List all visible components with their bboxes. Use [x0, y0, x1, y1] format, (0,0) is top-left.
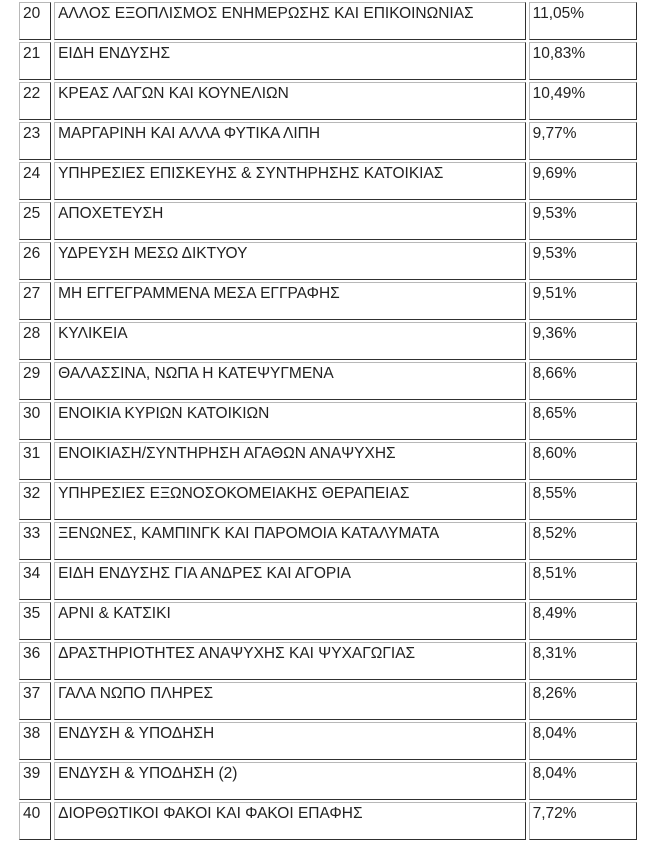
item-cell: ΕΝΔΥΣΗ & ΥΠΟΔΗΣΗ [54, 722, 526, 760]
table-row [19, 522, 637, 560]
item-cell: ΑΠΟΧΕΤΕΥΣΗ [54, 202, 526, 240]
ranking-table-body [19, 2, 637, 840]
rank-cell: 20 [19, 2, 51, 40]
item-cell: ΑΡΝΙ & ΚΑΤΣΙΚΙ [54, 602, 526, 640]
percent-cell: 8,04% [529, 762, 637, 800]
table-row [19, 202, 637, 240]
percent-cell: 9,51% [529, 282, 637, 320]
table-row [19, 442, 637, 480]
percent-cell: 11,05% [529, 2, 637, 40]
item-cell: ΕΙΔΗ ΕΝΔΥΣΗΣ [54, 42, 526, 80]
item-cell: ΑΛΛΟΣ ΕΞΟΠΛΙΣΜΟΣ ΕΝΗΜΕΡΩΣΗΣ ΚΑΙ ΕΠΙΚΟΙΝΩΝΙΑΣ [54, 2, 526, 40]
rank-cell: 34 [19, 562, 51, 600]
item-cell: ΞΕΝΩΝΕΣ, ΚΑΜΠΙΝΓΚ ΚΑΙ ΠΑΡΟΜΟΙΑ ΚΑΤΑΛΥΜΑΤΑ [54, 522, 526, 560]
item-cell: ΥΠΗΡΕΣΙΕΣ ΕΠΙΣΚΕΥΗΣ & ΣΥΝΤΗΡΗΣΗΣ ΚΑΤΟΙΚΙΑΣ [54, 162, 526, 200]
percent-cell: 8,26% [529, 682, 637, 720]
percent-cell: 10,83% [529, 42, 637, 80]
item-cell: ΕΙΔΗ ΕΝΔΥΣΗΣ ΓΙΑ ΑΝΔΡΕΣ ΚΑΙ ΑΓΟΡΙΑ [54, 562, 526, 600]
rank-cell: 38 [19, 722, 51, 760]
percent-cell: 9,53% [529, 202, 637, 240]
table-row [19, 602, 637, 640]
table-row [19, 282, 637, 320]
table-row [19, 242, 637, 280]
table-row [19, 82, 637, 120]
table-row [19, 402, 637, 440]
item-cell: ΕΝΔΥΣΗ & ΥΠΟΔΗΣΗ (2) [54, 762, 526, 800]
rank-cell: 35 [19, 602, 51, 640]
percent-cell: 8,31% [529, 642, 637, 680]
table-row [19, 642, 637, 680]
item-cell: ΜΑΡΓΑΡΙΝΗ ΚΑΙ ΑΛΛΑ ΦΥΤΙΚΑ ΛΙΠΗ [54, 122, 526, 160]
table-row [19, 562, 637, 600]
percent-cell: 8,65% [529, 402, 637, 440]
percent-cell: 9,36% [529, 322, 637, 360]
percent-cell: 7,72% [529, 802, 637, 840]
item-cell: ΥΔΡΕΥΣΗ ΜΕΣΩ ΔΙΚΤΥΟΥ [54, 242, 526, 280]
rank-cell: 24 [19, 162, 51, 200]
table-row [19, 682, 637, 720]
rank-cell: 39 [19, 762, 51, 800]
rank-cell: 32 [19, 482, 51, 520]
item-cell: ΔΡΑΣΤΗΡΙΟΤΗΤΕΣ ΑΝΑΨΥΧΗΣ ΚΑΙ ΨΥΧΑΓΩΓΙΑΣ [54, 642, 526, 680]
rank-cell: 31 [19, 442, 51, 480]
rank-cell: 30 [19, 402, 51, 440]
item-cell: ΚΥΛΙΚΕΙΑ [54, 322, 526, 360]
item-cell: ΔΙΟΡΘΩΤΙΚΟΙ ΦΑΚΟΙ ΚΑΙ ΦΑΚΟΙ ΕΠΑΦΗΣ [54, 802, 526, 840]
ranking-table [16, 0, 640, 842]
item-cell: ΓΑΛΑ ΝΩΠΟ ΠΛΗΡΕΣ [54, 682, 526, 720]
rank-cell: 21 [19, 42, 51, 80]
table-row [19, 42, 637, 80]
item-cell: ΘΑΛΑΣΣΙΝΑ, ΝΩΠΑ Η ΚΑΤΕΨΥΓΜΕΝΑ [54, 362, 526, 400]
item-cell: ΥΠΗΡΕΣΙΕΣ ΕΞΩΝΟΣΟΚΟΜΕΙΑΚΗΣ ΘΕΡΑΠΕΙΑΣ [54, 482, 526, 520]
table-row [19, 802, 637, 840]
rank-cell: 29 [19, 362, 51, 400]
table-row [19, 722, 637, 760]
percent-cell: 8,51% [529, 562, 637, 600]
rank-cell: 36 [19, 642, 51, 680]
rank-cell: 25 [19, 202, 51, 240]
rank-cell: 27 [19, 282, 51, 320]
table-row [19, 322, 637, 360]
rank-cell: 33 [19, 522, 51, 560]
rank-cell: 22 [19, 82, 51, 120]
percent-cell: 9,69% [529, 162, 637, 200]
percent-cell: 8,60% [529, 442, 637, 480]
percent-cell: 8,55% [529, 482, 637, 520]
table-row [19, 162, 637, 200]
table-row [19, 482, 637, 520]
item-cell: ΕΝΟΙΚΙΑΣΗ/ΣΥΝΤΗΡΗΣΗ ΑΓΑΘΩΝ ΑΝΑΨΥΧΗΣ [54, 442, 526, 480]
rank-cell: 26 [19, 242, 51, 280]
rank-cell: 23 [19, 122, 51, 160]
percent-cell: 9,77% [529, 122, 637, 160]
percent-cell: 10,49% [529, 82, 637, 120]
percent-cell: 8,04% [529, 722, 637, 760]
percent-cell: 8,52% [529, 522, 637, 560]
item-cell: ΕΝΟΙΚΙΑ ΚΥΡΙΩΝ ΚΑΤΟΙΚΙΩΝ [54, 402, 526, 440]
rank-cell: 28 [19, 322, 51, 360]
rank-cell: 40 [19, 802, 51, 840]
table-row [19, 122, 637, 160]
table-row [19, 362, 637, 400]
rank-cell: 37 [19, 682, 51, 720]
table-row [19, 762, 637, 800]
percent-cell: 8,66% [529, 362, 637, 400]
table-row [19, 2, 637, 40]
item-cell: ΜΗ ΕΓΓΕΓΡΑΜΜΕΝΑ ΜΕΣΑ ΕΓΓΡΑΦΗΣ [54, 282, 526, 320]
item-cell: ΚΡΕΑΣ ΛΑΓΩΝ ΚΑΙ ΚΟΥΝΕΛΙΩΝ [54, 82, 526, 120]
percent-cell: 9,53% [529, 242, 637, 280]
percent-cell: 8,49% [529, 602, 637, 640]
